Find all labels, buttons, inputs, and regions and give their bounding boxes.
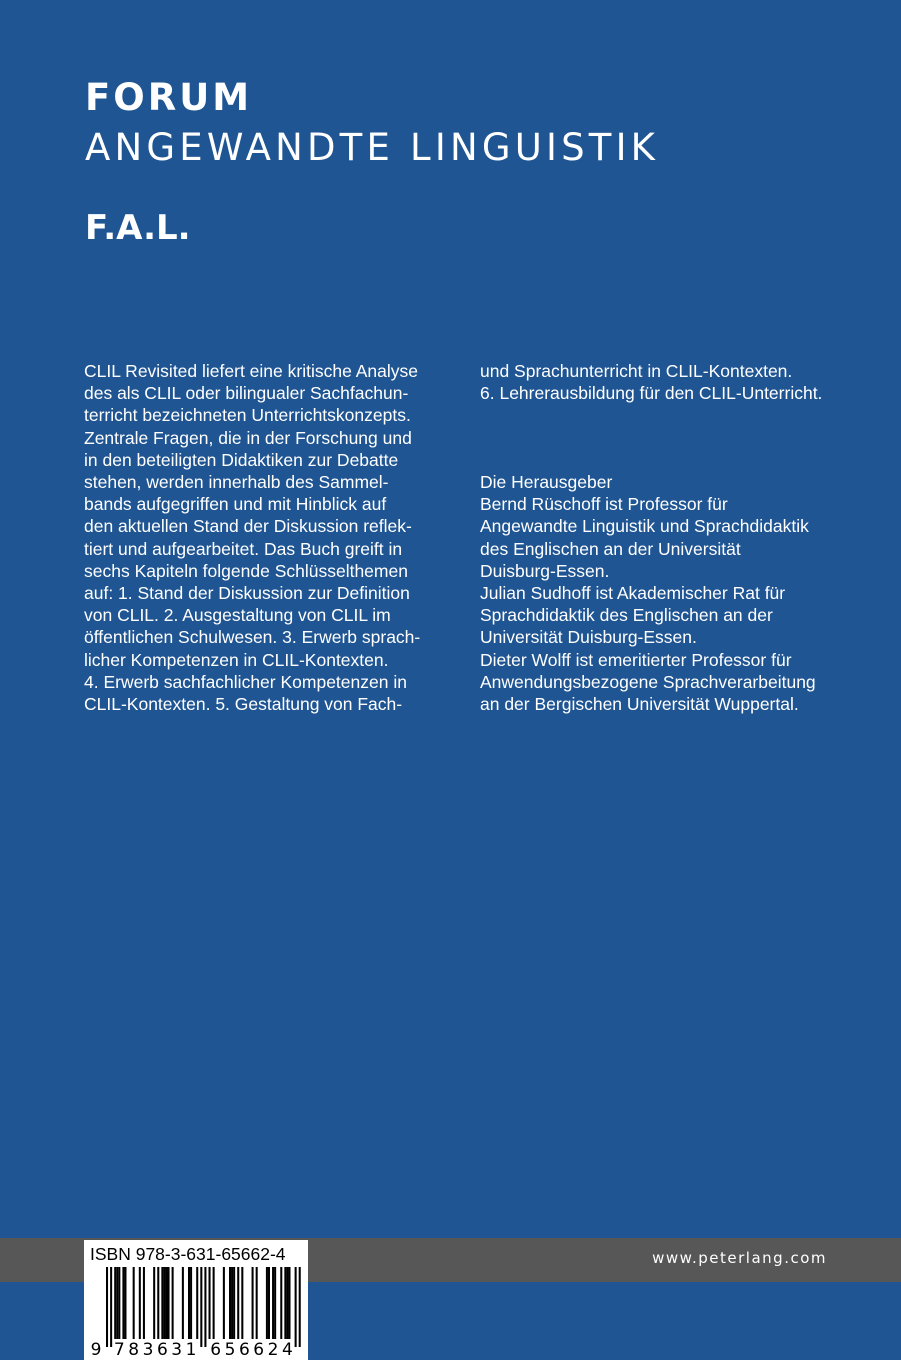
barcode-bar [272, 1267, 274, 1339]
series-title: FORUM [85, 76, 253, 119]
isbn-label: ISBN 978-3-631-65662-4 [90, 1244, 286, 1264]
barcode-bar [161, 1267, 163, 1339]
barcode-digit: 6 [156, 1340, 168, 1360]
blurb-line: bands aufgegriffen und mit Hinblick auf [84, 494, 387, 515]
blurb-line: 4. Erwerb sachfachlicher Kompetenzen in [84, 671, 407, 692]
barcode-bar [299, 1267, 301, 1347]
barcode-digit: 6 [210, 1340, 222, 1360]
barcode-graphic [84, 1240, 308, 1360]
publisher-url: www.peterlang.com [652, 1249, 827, 1267]
editor-bio-line: Sprachdidaktik des Englischen an der [480, 605, 773, 626]
blurb-line: den aktuellen Stand der Diskussion reflek- [84, 516, 412, 537]
barcode-bar [233, 1267, 235, 1339]
editor-bio-line: Dieter Wolff ist emeritierter Professor für [480, 649, 792, 670]
blurb-line: in den beteiligten Didaktiken zur Debatte [84, 449, 399, 470]
barcode-bar [229, 1267, 231, 1339]
barcode-bar [190, 1267, 192, 1339]
editor-bio-line: Bernd Rüschoff ist Professor für [480, 494, 728, 515]
barcode-bar [114, 1267, 116, 1339]
barcode-bar [288, 1267, 290, 1339]
barcode-bar [266, 1267, 268, 1339]
editor-bio-line: Anwendungsbezogene Sprachverarbeitung [480, 671, 816, 692]
barcode-bar [200, 1267, 202, 1347]
editor-bio-line: Julian Sudhoff ist Akademischer Rat für [480, 583, 786, 604]
barcode-bar [139, 1267, 141, 1339]
blurb-line: CLIL-Kontexten. 5. Gestaltung von Fach- [84, 694, 403, 715]
blurb-line: terricht bezeichneten Unterrichtskonzepts. [84, 405, 411, 426]
editors-heading: Die Herausgeber [480, 472, 613, 492]
blurb-line: Zentrale Fragen, die in der Forschung und [84, 427, 412, 448]
blurb-line: des als CLIL oder bilingualer Sachfachun- [84, 383, 409, 404]
barcode-digit: 5 [224, 1340, 236, 1360]
barcode-bar [231, 1267, 233, 1339]
barcode-bar [116, 1267, 118, 1339]
series-abbreviation: F.A.L. [85, 208, 191, 248]
barcode-bar [106, 1267, 108, 1347]
blurb-line: licher Kompetenzen in CLIL-Kontexten. [84, 649, 389, 670]
blurb-line: öffentlichen Schulwesen. 3. Erwerb sprach- [84, 627, 421, 648]
barcode-bar [165, 1267, 167, 1339]
barcode-bar [286, 1267, 288, 1339]
barcode-bar [209, 1267, 211, 1339]
barcode-bar [124, 1267, 126, 1339]
barcode-bar [122, 1267, 124, 1339]
blurb-right-column [480, 360, 850, 404]
blurb-line: stehen, werden innerhalb des Sammel- [84, 472, 389, 493]
barcode-bar [133, 1267, 135, 1339]
barcode-bar [268, 1267, 270, 1339]
series-subtitle: ANGEWANDTE LINGUISTIK [85, 126, 660, 169]
blurb-line: sechs Kapiteln folgende Schlüsselthemen [84, 560, 408, 581]
barcode-bar [204, 1267, 206, 1347]
isbn-barcode [84, 1240, 308, 1360]
barcode-digit: 8 [128, 1340, 140, 1360]
barcode-digit: 3 [142, 1340, 154, 1360]
blurb-line: und Sprachunterricht in CLIL-Kontexten. [480, 361, 793, 381]
barcode-bar [110, 1267, 112, 1347]
barcode-bar [252, 1267, 254, 1339]
barcode-bar [223, 1267, 225, 1339]
barcode-digit: 2 [267, 1340, 279, 1360]
editor-bio-line: Angewandte Linguistik und Sprachdidaktik [480, 516, 809, 537]
barcode-bar [182, 1267, 184, 1339]
editor-bio-line: Duisburg-Essen. [480, 560, 610, 581]
barcode-bar [213, 1267, 215, 1339]
blurb-line: CLIL Revisited liefert eine kritische Analyse [84, 361, 418, 381]
barcode-bar [295, 1267, 297, 1347]
editor-bio-line: Universität Duisburg-Essen. [480, 627, 697, 648]
barcode-bar [118, 1267, 120, 1339]
editor-bio-line: des Englischen an der Universität [480, 538, 741, 559]
barcode-digit: 4 [282, 1340, 293, 1360]
blurb-line: 6. Lehrerausbildung für den CLIL-Unterricht. [480, 383, 823, 404]
barcode-bar [256, 1267, 258, 1339]
barcode-bar [157, 1267, 159, 1339]
barcode-digits [91, 1340, 293, 1360]
barcode-bars [106, 1267, 301, 1347]
blurb-line: tiert und aufgearbeitet. Das Buch greift in [84, 538, 403, 559]
editors-section [480, 471, 850, 715]
barcode-bar [241, 1267, 243, 1339]
barcode-bar [196, 1267, 198, 1339]
barcode-digit: 6 [253, 1340, 265, 1360]
barcode-bar [153, 1267, 155, 1339]
barcode-bar [280, 1267, 282, 1339]
barcode-digit: 9 [90, 1340, 102, 1360]
blurb-line: auf: 1. Stand der Diskussion zur Definition [84, 583, 410, 604]
barcode-bar [163, 1267, 165, 1339]
barcode-digit: 7 [113, 1340, 125, 1360]
barcode-bar [284, 1267, 286, 1339]
barcode-bar [274, 1267, 276, 1339]
barcode-bar [188, 1267, 190, 1339]
blurb-line: von CLIL. 2. Ausgestaltung von CLIL im [84, 605, 391, 626]
barcode-digit: 1 [185, 1340, 197, 1360]
barcode-digit: 6 [238, 1340, 250, 1360]
barcode-bar [168, 1267, 170, 1339]
editor-bio-line: an der Bergischen Universität Wuppertal. [480, 694, 799, 715]
blurb-left-column [84, 360, 434, 715]
barcode-bar [172, 1267, 174, 1339]
barcode-bar [237, 1267, 239, 1339]
barcode-digit: 3 [171, 1340, 183, 1360]
barcode-bar [143, 1267, 145, 1339]
